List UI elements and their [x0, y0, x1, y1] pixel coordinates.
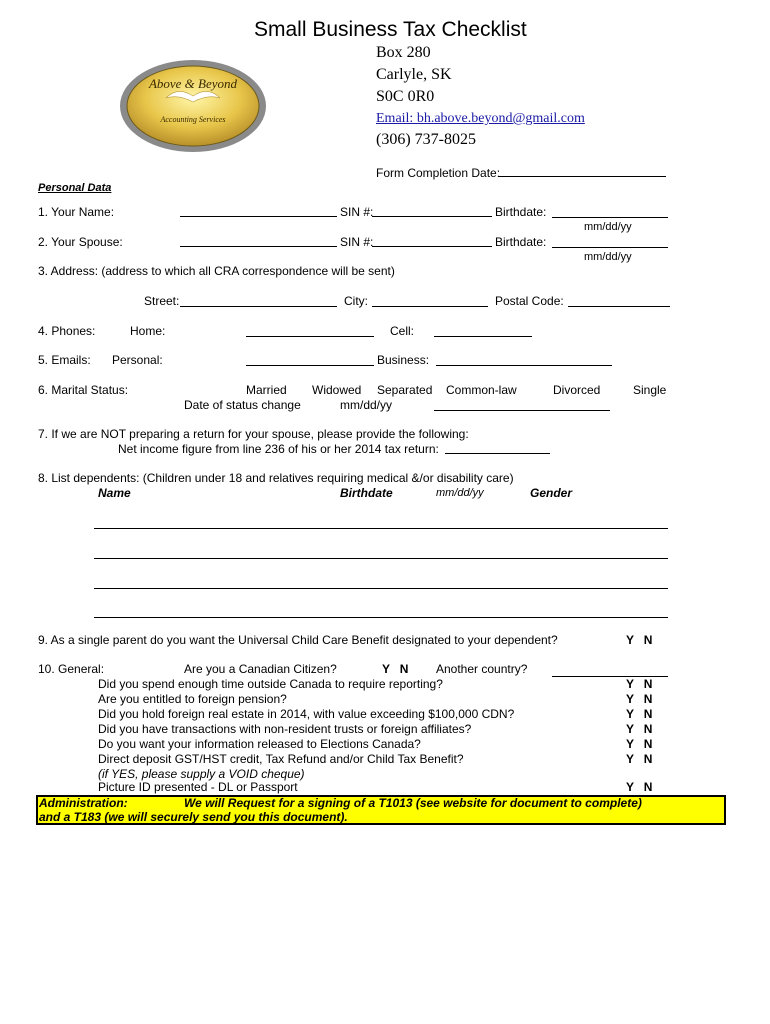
citizen-question: Are you a Canadian Citizen?	[184, 662, 337, 676]
home-phone-field[interactable]	[246, 336, 374, 337]
cell-phone-field[interactable]	[434, 336, 532, 337]
dependents-col-birthdate: Birthdate	[340, 486, 393, 500]
marital-option-common-law[interactable]: Common-law	[446, 383, 517, 397]
city-field[interactable]	[372, 306, 488, 307]
another-country-label: Another country?	[436, 662, 528, 676]
spouse-sin-field[interactable]	[372, 246, 492, 247]
personal-email-label: Personal:	[112, 353, 163, 367]
dependents-col-format: mm/dd/yy	[436, 487, 484, 499]
spouse-name-field[interactable]	[180, 246, 337, 247]
marital-option-divorced[interactable]: Divorced	[553, 383, 601, 397]
dependent-row-2[interactable]	[94, 558, 668, 559]
address-postal: S0C 0R0	[376, 88, 435, 105]
address-city: Carlyle, SK	[376, 66, 452, 83]
marital-status-label: 6. Marital Status:	[38, 383, 129, 397]
general-question-2: Are you entitled to foreign pension?	[98, 692, 287, 706]
dependent-row-3[interactable]	[94, 588, 668, 589]
email-link[interactable]: Email: bh.above.beyond@gmail.com	[376, 111, 585, 126]
marital-option-separated[interactable]: Separated	[377, 383, 433, 397]
general-label: 10. General:	[38, 662, 105, 676]
general-yn-5[interactable]: Y N	[626, 737, 653, 751]
net-income-label: Net income figure from line 236 of his or her 2014 tax return:	[118, 442, 439, 456]
postal-code-field[interactable]	[568, 306, 670, 307]
void-cheque-note: (if YES, please supply a VOID cheque)	[98, 767, 305, 781]
spouse-return-label: 7. If we are NOT preparing a return for your spouse, please provide the following:	[38, 427, 469, 441]
cell-phone-label: Cell:	[390, 324, 415, 338]
ucc-benefit-question: 9. As a single parent do you want the Universal Child Care Benefit designated to your dependent?	[38, 633, 558, 647]
street-field[interactable]	[180, 306, 337, 307]
general-question-4: Did you have transactions with non-resident trusts or foreign affiliates?	[98, 722, 472, 736]
home-phone-label: Home:	[130, 324, 166, 338]
citizen-yn[interactable]: Y N	[382, 662, 409, 676]
marital-option-single[interactable]: Single	[633, 383, 667, 397]
street-label: Street:	[144, 294, 180, 308]
logo-text-top: Above & Beyond	[148, 76, 238, 91]
city-label: City:	[344, 294, 368, 308]
phones-label: 4. Phones:	[38, 324, 96, 338]
administration-line1: We will Request for a signing of a T1013 (see website for document to complete)	[184, 796, 642, 810]
personal-email-field[interactable]	[246, 365, 374, 366]
your-birthdate-format: mm/dd/yy	[584, 221, 632, 233]
marital-option-married[interactable]: Married	[246, 383, 287, 397]
spouse-sin-label: SIN #:	[340, 235, 374, 249]
general-yn-4[interactable]: Y N	[626, 722, 653, 736]
company-logo	[118, 58, 268, 154]
general-question-3: Did you hold foreign real estate in 2014, with value exceeding $100,000 CDN?	[98, 707, 515, 721]
logo-text-bottom: Accounting Services	[160, 115, 226, 124]
general-yn-1[interactable]: Y N	[626, 677, 653, 691]
spouse-birthdate-format: mm/dd/yy	[584, 251, 632, 263]
spouse-birthdate-field[interactable]	[552, 247, 668, 248]
your-name-field[interactable]	[180, 216, 337, 217]
general-question-5: Do you want your information released to Elections Canada?	[98, 737, 421, 751]
your-name-label: 1. Your Name:	[38, 205, 115, 219]
form-date-field[interactable]	[498, 176, 666, 177]
picture-id-question: Picture ID presented - DL or Passport	[98, 780, 298, 794]
status-change-format: mm/dd/yy	[340, 398, 393, 412]
dependents-col-gender: Gender	[530, 486, 573, 500]
general-yn-3[interactable]: Y N	[626, 707, 653, 721]
postal-code-label: Postal Code:	[495, 294, 564, 308]
personal-data-heading: Personal Data	[38, 182, 112, 194]
phone-number: (306) 737-8025	[376, 131, 476, 148]
general-question-6: Direct deposit GST/HST credit, Tax Refund and/or Child Tax Benefit?	[98, 752, 464, 766]
dependents-col-name: Name	[98, 486, 131, 500]
address-label: 3. Address: (address to which all CRA correspondence will be sent)	[38, 264, 395, 278]
status-change-field[interactable]	[434, 410, 610, 411]
your-sin-field[interactable]	[372, 216, 492, 217]
general-yn-2[interactable]: Y N	[626, 692, 653, 706]
page-title: Small Business Tax Checklist	[254, 18, 527, 41]
address-box: Box 280	[376, 44, 431, 61]
picture-id-yn[interactable]: Y N	[626, 780, 653, 794]
dependent-row-1[interactable]	[94, 528, 668, 529]
status-change-label: Date of status change	[184, 398, 301, 412]
dependent-row-4[interactable]	[94, 617, 668, 618]
administration-label: Administration:	[39, 796, 128, 810]
your-sin-label: SIN #:	[340, 205, 374, 219]
net-income-field[interactable]	[445, 453, 550, 454]
administration-line2: and a T183 (we will securely send you this document).	[39, 810, 348, 824]
general-yn-6[interactable]: Y N	[626, 752, 653, 766]
marital-option-widowed[interactable]: Widowed	[312, 383, 362, 397]
general-question-1: Did you spend enough time outside Canada to require reporting?	[98, 677, 443, 691]
emails-label: 5. Emails:	[38, 353, 91, 367]
your-birthdate-label: Birthdate:	[495, 205, 547, 219]
your-birthdate-field[interactable]	[552, 217, 668, 218]
dependents-label: 8. List dependents: (Children under 18 and relatives requiring medical &/or disability care)	[38, 471, 514, 485]
ucc-benefit-yn[interactable]: Y N	[626, 633, 653, 647]
spouse-birthdate-label: Birthdate:	[495, 235, 547, 249]
form-date-label: Form Completion Date:	[376, 166, 501, 180]
spouse-name-label: 2. Your Spouse:	[38, 235, 123, 249]
business-email-field[interactable]	[436, 365, 612, 366]
business-email-label: Business:	[377, 353, 430, 367]
